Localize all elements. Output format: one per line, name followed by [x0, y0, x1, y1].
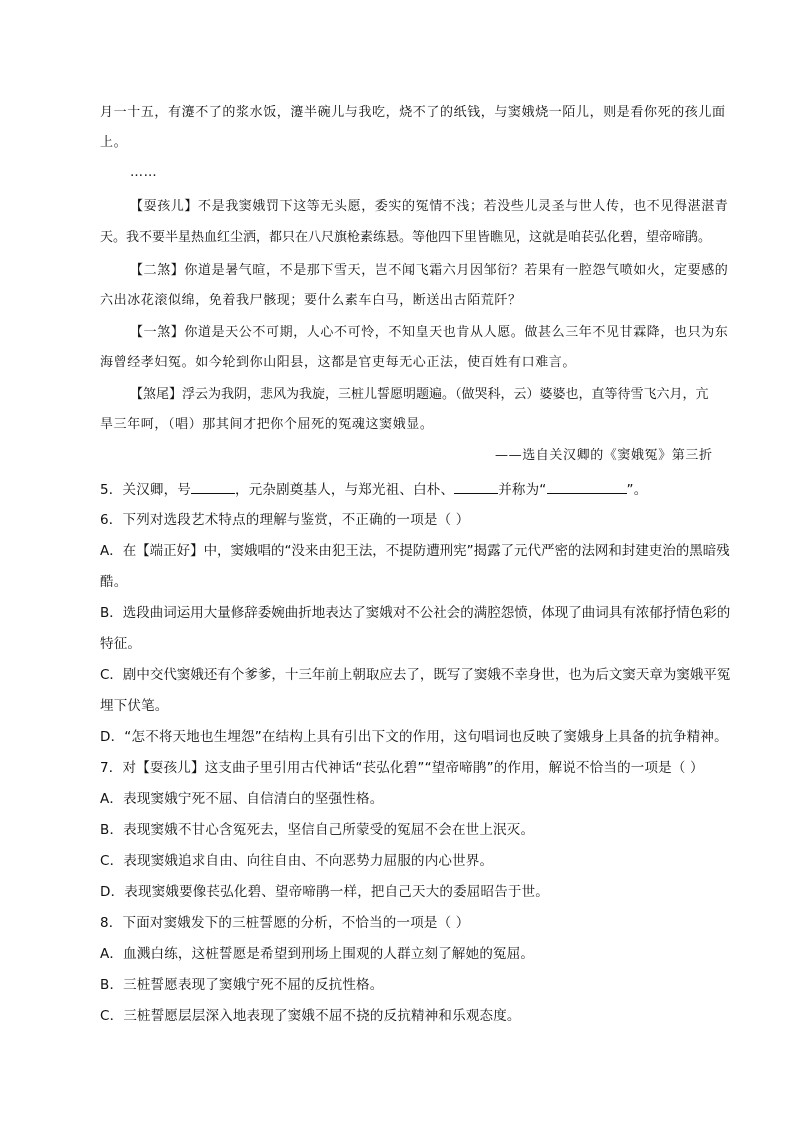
option-line: C．三桩誓愿层层深入地表现了窦娥不屈不挠的反抗精神和乐观态度。 — [100, 1008, 521, 1024]
option-line: C．表现窦娥追求自由、向往自由、不向恶势力屈服的内心世界。 — [100, 853, 494, 869]
option-line: C．剧中交代窦娥还有个爹爹，十三年前上朝取应去了，既写了窦娥不幸身世，也为后文窦天章为窦娥平冤 — [100, 667, 731, 683]
excerpt-line: 海曾经孝妇冤。如今轮到你山阳县，这都是官吏每无心正法，使百姓有口难言。 — [100, 355, 577, 370]
question-7-stem: 7．对【耍孩儿】这支曲子里引用古代神话“苌弘化碧”“望帝啼鹃”的作用，解说不恰当的一项是（ ） — [100, 760, 704, 776]
option-line: 酷。 — [100, 574, 128, 590]
question-8-stem: 8．下面对窦娥发下的三桩誓愿的分析，不恰当的一项是（ ） — [100, 915, 470, 931]
excerpt-line: 【耍孩儿】不是我窦娥罚下这等无头愿，委实的冤情不浅；若没些儿灵圣与世人传，也不见得湛湛青 — [130, 199, 729, 214]
option-line: A．表现窦娥宁死不屈、自信清白的坚强性格。 — [100, 791, 384, 807]
option-line: B．选段曲词运用大量修辞委婉曲折地表达了窦娥对不公社会的满腔怨愤，体现了曲词具有浓郁抒情色彩的 — [100, 605, 731, 621]
answer-blank[interactable] — [191, 479, 235, 494]
option-line: D．“怎不将天地也生埋怨”在结构上具有引出下文的作用，这句唱词也反映了窦娥身上具备的抗争精神。 — [100, 729, 728, 745]
question-5-text: 并称为“ — [498, 482, 547, 498]
excerpt-line: 六出冰花滚似绵，免着我尸骸现；要什么素车白马，断送出古陌荒阡？ — [100, 293, 522, 308]
option-line: 特征。 — [100, 636, 142, 652]
answer-blank[interactable] — [454, 479, 498, 494]
question-5 — [100, 479, 647, 500]
question-6-stem: 6．下列对选段艺术特点的理解与鉴赏，不正确的一项是（ ） — [100, 512, 470, 528]
option-line: B．三桩誓愿表现了窦娥宁死不屈的反抗性格。 — [100, 977, 384, 993]
excerpt-line: 【煞尾】浮云为我阴，悲风为我旋，三桩儿誓愿明题遍。（做哭科，云）婆婆也，直等待雪飞六月，亢 — [130, 387, 709, 402]
question-5-text: 5．关汉卿，号 — [100, 482, 191, 498]
question-5-text: ”。 — [626, 482, 648, 498]
option-line: B．表现窦娥不甘心含冤死去，坚信自己所蒙受的冤屈不会在世上泯灭。 — [100, 822, 535, 838]
answer-blank[interactable] — [547, 479, 627, 494]
source-citation: ——选自关汉卿的《窦娥冤》第三折 — [495, 448, 713, 463]
excerpt-line: 天。我不要半星热血红尘洒，都只在八尺旗枪素练悬。等他四下里皆瞧见，这就是咱苌弘化碧，望帝啼鹃。 — [100, 230, 712, 245]
ellipsis: …… — [130, 165, 158, 180]
excerpt-line: 旱三年呵，（唱）那其间才把你个屈死的冤魂这窦娥显。 — [100, 417, 434, 432]
excerpt-line: 月一十五，有瀽不了的浆水饭，瀽半碗儿与我吃，烧不了的纸钱，与窦娥烧一陌儿，则是看你死的孩儿面 — [100, 105, 726, 120]
option-line: 埋下伏笔。 — [100, 698, 169, 714]
excerpt-line: 【一煞】你道是天公不可期，人心不可怜，不知皇天也肯从人愿。做甚么三年不见甘霖降，也只为东 — [130, 325, 729, 340]
option-line: A．血溅白练，这桩誓愿是希望到刑场上围观的人群立刻了解她的冤屈。 — [100, 946, 535, 962]
excerpt-line: 上。 — [100, 135, 128, 150]
option-line: D．表现窦娥要像苌弘化碧、望帝啼鹃一样，把自己天大的委屈昭告于世。 — [100, 884, 549, 900]
excerpt-line: 【二煞】你道是暑气暄，不是那下雪天，岂不闻飞霜六月因邹衍？若果有一腔怨气喷如火，定要感的 — [130, 263, 729, 278]
question-5-text: ，元杂剧奠基人，与郑光祖、白朴、 — [235, 482, 455, 498]
option-line: A．在【端正好】中，窦娥唱的“没来由犯王法，不提防遭刑宪”揭露了元代严密的法网和封建吏治的黑暗残 — [100, 543, 730, 559]
